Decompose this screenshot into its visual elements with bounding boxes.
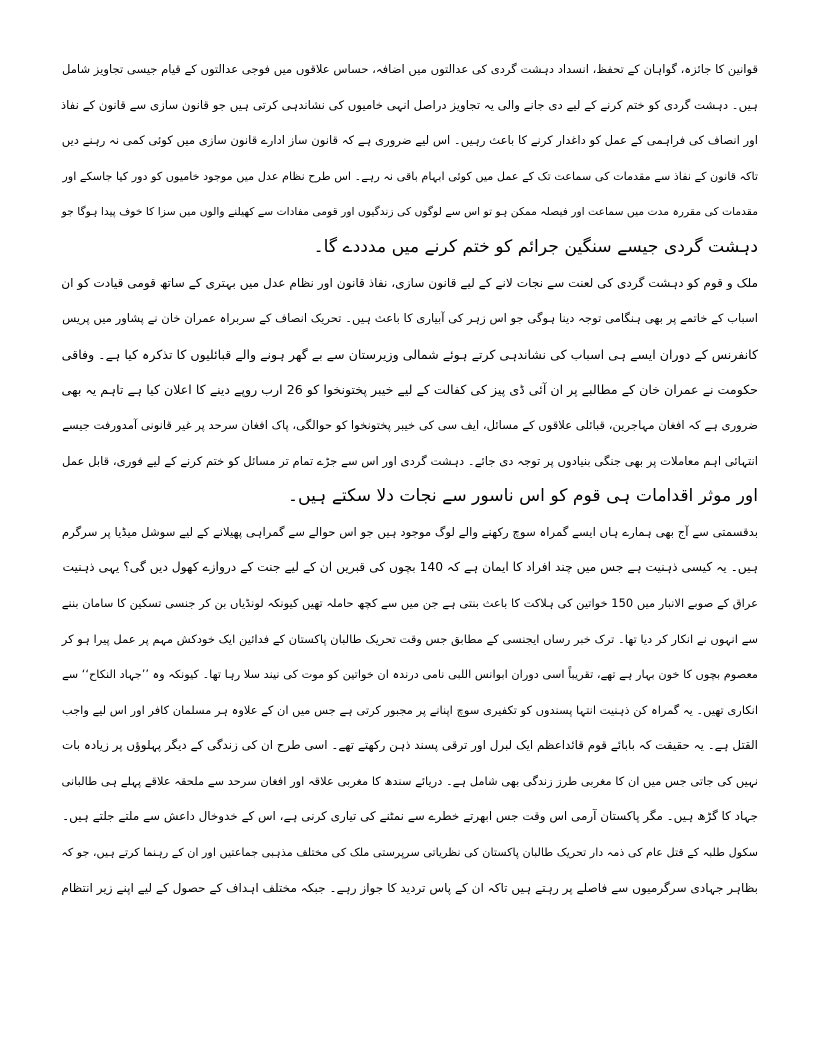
text-line: دہشت گردی جیسے سنگین جرائم کو ختم کرنے میں مدددے گا۔ xyxy=(313,236,758,257)
text-line: ہیں۔ دہشت گردی کو ختم کرنے کے لیے دی جانے والی یہ تجاویز دراصل انہی خامیوں کی نشاندہی کرتی ہیں جو قانون سازی سے قانون کے نفاذ xyxy=(60,97,758,112)
text-line: سے انہوں نے انکار کر دیا تھا۔ ترک خبر رساں ایجنسی کے مطابق جس وقت تحریک طالبان پاکستان کے فدائین ایک خودکش مہم پر عمل پیرا ہو کر xyxy=(61,631,758,646)
text-line: نہیں کی جاتی جس میں ان کا مغربی طرز زندگی بھی شامل ہے۔ دریائے سندھ کا مغربی علاقہ اور افغان سرحد سے ملحقہ علاقے پہلے ہی طالبانی xyxy=(61,773,758,788)
text-line: بدقسمتی سے آج بھی ہمارے ہاں ایسے گمراہ سوچ رکھنے والے لوگ موجود ہیں جو اس حوالے سے گمراہی پھیلانے کے لیے سوشل میڈیا پر سرگرم xyxy=(61,524,758,539)
text-line: ضروری ہے کہ افغان مہاجرین، قبائلی علاقوں کے مسائل، ایف سی کی خیبر پختونخوا کو حوالگی، پاک افغان سرحد پر غیر قانونی آمدورفت جیسے xyxy=(62,417,758,432)
paragraph-1 xyxy=(58,52,758,266)
text-line: ہیں۔ یہ کیسی ذہنیت ہے جس میں چند افراد کا ایمان ہے کہ 140 بچوں کی قبریں ان کے لیے جنت کے دروازے کھول دیں گی؟ یہی ذہنیت xyxy=(62,560,758,575)
text-line: تاکہ قانون کے نفاذ سے مقدمات کی سماعت تک کے عمل میں کوئی ابہام باقی نہ رہے۔ اس طرح نظام عدل میں موجود خامیوں کو دور کیا جاسکے اور xyxy=(62,169,758,183)
text-line: مقدمات کی مقررہ مدت میں سماعت اور فیصلہ ممکن ہو تو اس سے لوگوں کی زندگیوں اور قومی مفادات سے کھیلنے والوں میں سزا کا خوف پیدا ہوگا جو xyxy=(61,205,758,219)
text-line: اسباب کے خاتمے پر بھی ہنگامی توجہ دینا ہوگی جو اس زہر کی آبیاری کا باعث ہیں۔ تحریک انصاف کے سربراہ عمران خان نے پشاور میں پریس xyxy=(62,311,758,326)
paragraph-3 xyxy=(58,515,758,907)
text-line: سکول طلبہ کے قتل عام کی ذمہ دار تحریک طالبان پاکستان کی نظریاتی سرپرستی ملک کی مختلف مذہبی جماعتیں اور ان کے رہنما کرتے ہیں، جو کہ xyxy=(61,846,758,860)
text-line: اور انصاف کی فراہمی کے عمل کو داغدار کرنے کا باعث رہیں۔ اس لیے ضروری ہے کہ قانون ساز ادارے قانون سازی میں کوئی کمی نہ رہنے دیں xyxy=(61,133,758,148)
article-body xyxy=(58,52,758,906)
text-line: قوانین کا جائزہ، گواہان کے تحفظ، انسداد دہشت گردی کی عدالتوں میں اضافہ، حساس علاقوں میں فوجی عدالتوں کے قیام جیسی تجاویز شامل xyxy=(61,62,758,76)
paragraph-2 xyxy=(58,266,758,515)
text-line: اور موثر اقدامات ہی قوم کو اس ناسور سے نجات دلا سکتے ہیں۔ xyxy=(287,486,758,507)
text-line: انکاری تھیں۔ یہ گمراہ کن ذہنیت انتہا پسندوں کو تکفیری سوچ اپنانے پر مجبور کرتی ہے جس میں ان کے علاوہ ہر مسلمان کافر اور اس لیے واجب xyxy=(61,702,758,717)
text-line: عراق کے صوبے الانبار میں 150 خواتین کی ہلاکت کا باعث بنتی ہے جن میں سے کچھ حاملہ تھیں کیونکہ لونڈیاں بن کر جنسی تسکین کا سامان بننے xyxy=(61,595,758,610)
text-line: کانفرنس کے دوران ایسے ہی اسباب کی نشاندہی کرتے ہوئے شمالی وزیرستان سے بے گھر ہونے والے قبائلیوں کا تذکرہ کیا ہے۔ وفاقی xyxy=(61,346,758,362)
text-line: حکومت نے عمران خان کے مطالبے پر ان آئی ڈی پیز کی کفالت کے لیے خیبر پختونخوا کو 26 ارب روپے دینے کا اعلان کیا ہے تاہم یہ بھی xyxy=(61,382,758,398)
text-line: معصوم بچوں کا خون بہار ہے تھے، تقریباً اسی دوران ابوانس اللبی نامی درندہ ان خواتین کو موت کی نیند سلا رہا تھا۔ کیونکہ وہ ’’جہاد النکاح‘‘ سے xyxy=(62,667,758,682)
text-line: ملک و قوم کو دہشت گردی کی لعنت سے نجات لانے کے لیے قانون سازی، نفاذ قانون اور نظام عدل میں بہتری کے ساتھ قومی قیادت کو ان xyxy=(61,275,758,290)
text-line: بظاہر جہادی سرگرمیوں سے فاصلے پر رہتے ہیں تاکہ ان کے پاس تردید کا جواز رہے۔ جبکہ مختلف اہداف کے حصول کے لیے اپنے زیر انتظام xyxy=(61,880,758,895)
text-line: جہاد کا گڑھ ہیں۔ مگر پاکستان آرمی اس وقت جس ابھرتے خطرے سے نمٹنے کی تیاری کرنی ہے، اس کے خدوخال داعش سے ملتے جلتے ہیں۔ xyxy=(62,809,758,824)
text-line: القتل ہے۔ یہ حقیقت کہ بابائے قوم قائداعظم ایک لبرل اور ترقی پسند ذہن رکھتے تھے۔ اسی طرح ان کی زندگی کے دیگر پہلوؤں پر زیادہ بات xyxy=(61,738,758,753)
text-line: انتہائی اہم معاملات پر بھی جنگی بنیادوں پر توجہ دی جائے۔ دہشت گردی اور اس سے جڑے تمام تر مسائل کو ختم کرنے کے لیے فوری، قابل عمل xyxy=(61,453,758,468)
